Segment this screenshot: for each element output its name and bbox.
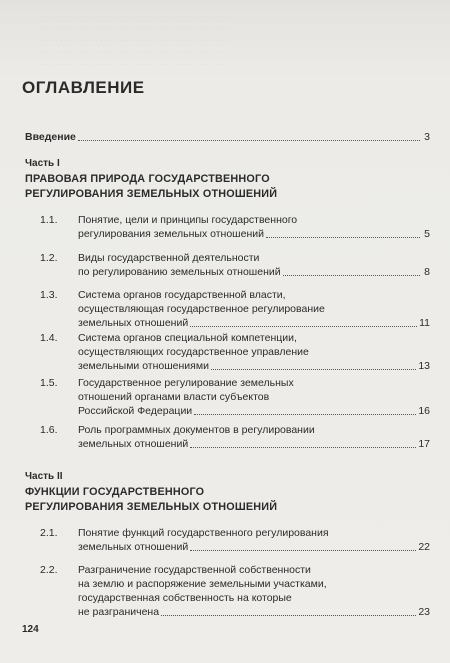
- dot-leader: [190, 446, 416, 448]
- item-text-line: земельных отношений: [78, 317, 189, 329]
- toc-entry-introduction[interactable]: [25, 130, 430, 144]
- page-number: 17: [418, 438, 430, 450]
- item-text-line: Система органов специальной компетенции,: [78, 332, 297, 344]
- item-text-line: земельными отношениями: [78, 360, 209, 372]
- introduction-label: Введение: [25, 131, 76, 143]
- item-text-line: отношений органами власти субъектов: [78, 391, 270, 403]
- part-title-line: РЕГУЛИРОВАНИЯ ЗЕМЕЛЬНЫХ ОТНОШЕНИЙ: [25, 188, 278, 200]
- item-text-line: Виды государственной деятельности: [78, 252, 260, 264]
- page-number: 3: [424, 131, 430, 143]
- dot-leader: [283, 274, 420, 276]
- dot-leader: [190, 549, 416, 551]
- item-number: 2.2.: [40, 564, 58, 576]
- item-number: 1.6.: [40, 424, 58, 436]
- page-number: 13: [418, 360, 430, 372]
- page-folio: 124: [22, 624, 39, 635]
- item-number: 1.2.: [40, 252, 58, 264]
- item-text-line: Система органов государственной власти,: [78, 289, 286, 301]
- item-text-line: не разграничена: [78, 606, 160, 618]
- dot-leader: [161, 614, 416, 616]
- part-title: [25, 485, 405, 515]
- item-number: 1.1.: [40, 214, 58, 226]
- item-text-line: по регулированию земельных отношений: [78, 266, 281, 278]
- dot-leader: [266, 236, 420, 238]
- part-title-line: ФУНКЦИИ ГОСУДАРСТВЕННОГО: [25, 486, 205, 498]
- item-text-line: Понятие функций государственного регулирования: [78, 527, 329, 539]
- part-label: Часть I: [25, 158, 60, 169]
- item-number: 1.5.: [40, 377, 58, 389]
- part-label: Часть II: [25, 471, 63, 482]
- item-text-line: на землю и распоряжение земельными участками,: [78, 578, 327, 590]
- item-text-line: земельных отношений: [78, 541, 189, 553]
- item-text-line: Разграничение государственной собственности: [78, 564, 311, 576]
- dot-leader: [78, 139, 420, 141]
- part-title-line: РЕГУЛИРОВАНИЯ ЗЕМЕЛЬНЫХ ОТНОШЕНИЙ: [25, 501, 278, 513]
- item-text-line: Государственное регулирование земельных: [78, 377, 294, 389]
- part-title-line: ПРАВОВАЯ ПРИРОДА ГОСУДАРСТВЕННОГО: [25, 173, 270, 185]
- item-text-line: регулирования земельных отношений: [78, 228, 264, 240]
- page-number: 5: [424, 228, 430, 240]
- item-number: 1.3.: [40, 289, 58, 301]
- item-text-line: Понятие, цели и принципы государственного: [78, 214, 298, 226]
- page-number: 22: [418, 541, 430, 553]
- item-text-line: Роль программных документов в регулировании: [78, 424, 315, 436]
- item-text-line: осуществляющая государственное регулирование: [78, 303, 325, 315]
- toc-title: ОГЛАВЛЕНИЕ: [22, 78, 145, 97]
- item-text-line: осуществляющих государственное управление: [78, 346, 309, 358]
- item-number: 1.4.: [40, 332, 58, 344]
- item-text-line: Российской Федерации: [78, 405, 193, 417]
- dot-leader: [190, 325, 417, 327]
- page-number: 23: [418, 606, 430, 618]
- dot-leader: [194, 413, 416, 415]
- show-through-text: . . . . . . . . . . . . . . . . . . . . . . . . . . . . . . . . . . . . . . . . . . . . . . . . . . . . . . . . . . . . . . . . . . . . . . . . . . . . . . . . . . . . . . . . . . . . . . . . . . . . . . . . . . . . . . . . . . . . . . . . . . . . . . . . . . . . . . . . . . . . . . . . . . . . . . . . . . . . . . . . . . . . . . . . . . . . . . . . . . . . . . . . . . . . . .: [40, 9, 228, 67]
- item-text-line: земельных отношений: [78, 438, 189, 450]
- page-number: 8: [424, 266, 430, 278]
- part-title: [25, 172, 405, 202]
- item-text-line: государственная собственность на которые: [78, 592, 292, 604]
- page-number: 16: [418, 405, 430, 417]
- page-number: 11: [419, 317, 430, 329]
- item-number: 2.1.: [40, 527, 58, 539]
- dot-leader: [211, 368, 416, 370]
